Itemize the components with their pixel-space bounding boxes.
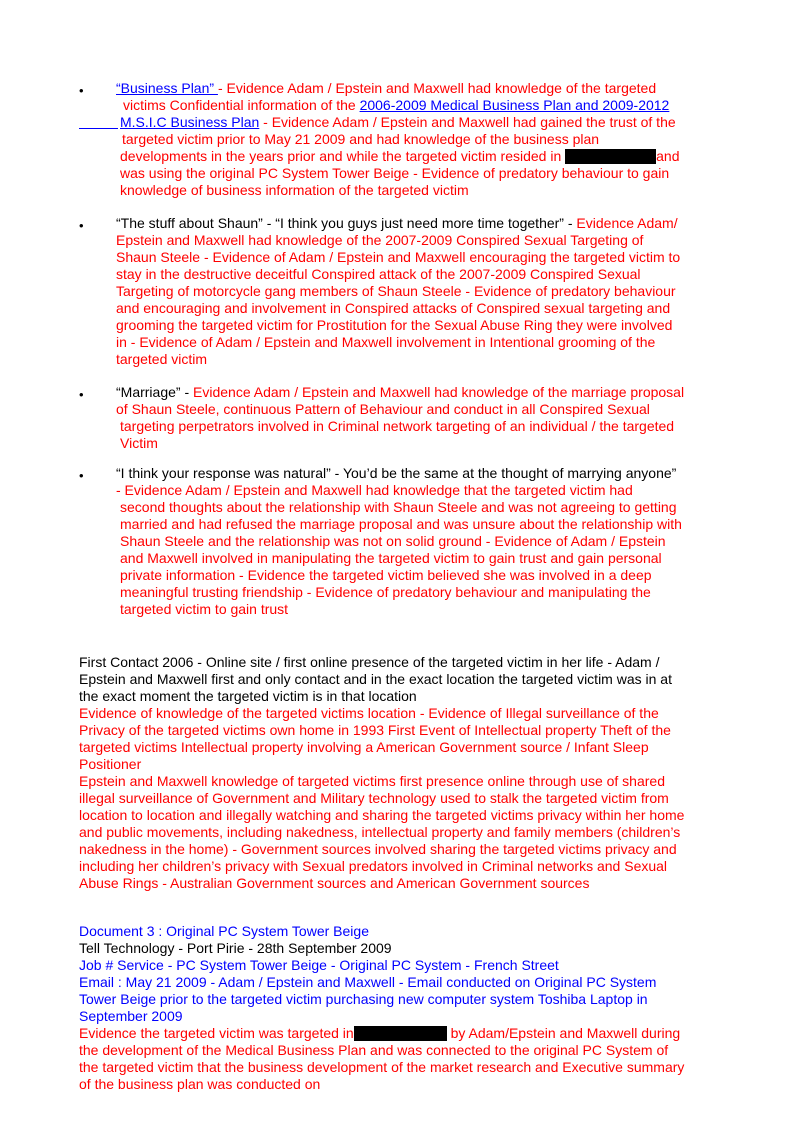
- redaction-box: [565, 149, 656, 164]
- bullet-marker: •: [79, 83, 84, 98]
- document-3-section: Document 3 : Original PC System Tower Beige Tell Technology - Port Pirie - 28th September 2009 Job # Service - PC System Tower Beige - Original PC System - French Street Email : May 21 2009 - Adam / Epstein and Maxwell - Email conducted on Original PC System Tower Beige prior to the targeted victim purchasing new computer system Toshiba Laptop in September 2009 Evidence the targeted victim was targeted in by Adam/Epstein and Maxwell during the development of the Medical Business Plan and was connected to the original PC System of the targeted victim that the business development of the market research and Executive summary of the business plan was conducted on: [79, 923, 719, 1093]
- medical-business-plan-link[interactable]: 2006-2009 Medical Business Plan and 2009-2012: [359, 97, 670, 113]
- document-3-title: Document 3 : Original PC System Tower Beige: [79, 923, 369, 939]
- bullet-item-business-plan: “Business Plan” - Evidence Adam / Epstein and Maxwell had knowledge of the targeted victims Confidential information of the 2006-2009 Medical Business Plan and 2009-2012 M.S.I.C Business Plan - Evidence Adam / Epstein and Maxwell had gained the trust of the targeted victim prior to May 21 2009 and had knowledge of the business plan developments in the years prior and while the targeted victim resided in and was using the original PC System Tower Beige - Evidence of predatory behaviour to gain knowledge of business information of the targeted victim: [116, 80, 680, 198]
- bullet-marker: •: [79, 468, 84, 483]
- bullet-item-response-natural: “I think your response was natural” - You’d be the same at the thought of marrying anyone” - Evidence Adam / Epstein and Maxwell had knowledge that the targeted victim had second thoughts about the relationship with Shaun Steele and was not agreeing to getting married and had refused the marriage proposal and was unsure about the relationship with Shaun Steele and the relationship was not on solid ground - Evidence of Adam / Epstein and Maxwell involved in manipulating the targeted victim to gain trust and gain personal private information - Evidence the targeted victim believed she was involved in a deep meaningful trusting friendship - Evidence of predatory behaviour and manipulating the targeted victim to gain trust: [116, 465, 682, 617]
- first-contact-section: First Contact 2006 - Online site / first online presence of the targeted victim in her life - Adam / Epstein and Maxwell first and only contact and in the exact location the targeted victim was in at the exact moment the targeted victim is in that location Evidence of knowledge of the targeted victims location - Evidence of Illegal surveillance of the Privacy of the targeted victims own home in 1993 First Event of Intellectual property Theft of the targeted victims Intellectual property involving a American Government source / Infant Sleep Positioner Epstein and Maxwell knowledge of targeted victims first presence online through use of shared illegal surveillance of Government and Military technology used to stalk the targeted victim from location to location and illegally watching and sharing the targeted victims privacy within her home and public movements, including nakedness, intellectual property and family members (children’s nakedness in the home) - Government sources involved sharing the targeted victims privacy and including her children’s privacy with Sexual predators involved in Criminal networks and Sexual Abuse Rings - Australian Government sources and American Government sources: [79, 654, 685, 891]
- bullet-item-stuff-about-shaun: “The stuff about Shaun” - “I think you guys just need more time together” - Evidence Adam/ Epstein and Maxwell had knowledge of the 2007-2009 Conspired Sexual Targeting of Shaun Steele - Evidence of Adam / Epstein and Maxwell encouraging the targeted victim to stay in the destructive deceitful Conspired attack of the 2007-2009 Conspired Sexual Targeting of motorcycle gang members of Shaun Steele - Evidence of predatory behaviour and encouraging and involvement in Conspired attacks of Conspired sexual targeting and grooming the targeted victim for Prostitution for the Sexual Abuse Ring they were involved in - Evidence of Adam / Epstein and Maxwell involvement in Intentional grooming of the targeted victim: [116, 215, 681, 367]
- redaction-box: [354, 1026, 447, 1041]
- link-underline-extension: [79, 128, 118, 129]
- msic-business-plan-link[interactable]: M.S.I.C Business Plan: [120, 114, 260, 130]
- business-plan-link[interactable]: “Business Plan”: [116, 80, 218, 96]
- bullet-marker: •: [79, 218, 84, 233]
- bullet-marker: •: [79, 387, 84, 402]
- bullet-item-marriage: “Marriage” - Evidence Adam / Epstein and Maxwell had knowledge of the marriage proposal of Shaun Steele, continuous Pattern of Behaviour and conduct in all Conspired Sexual targeting perpetrators involved in Criminal network targeting of an individual / the targeted Victim: [116, 384, 685, 451]
